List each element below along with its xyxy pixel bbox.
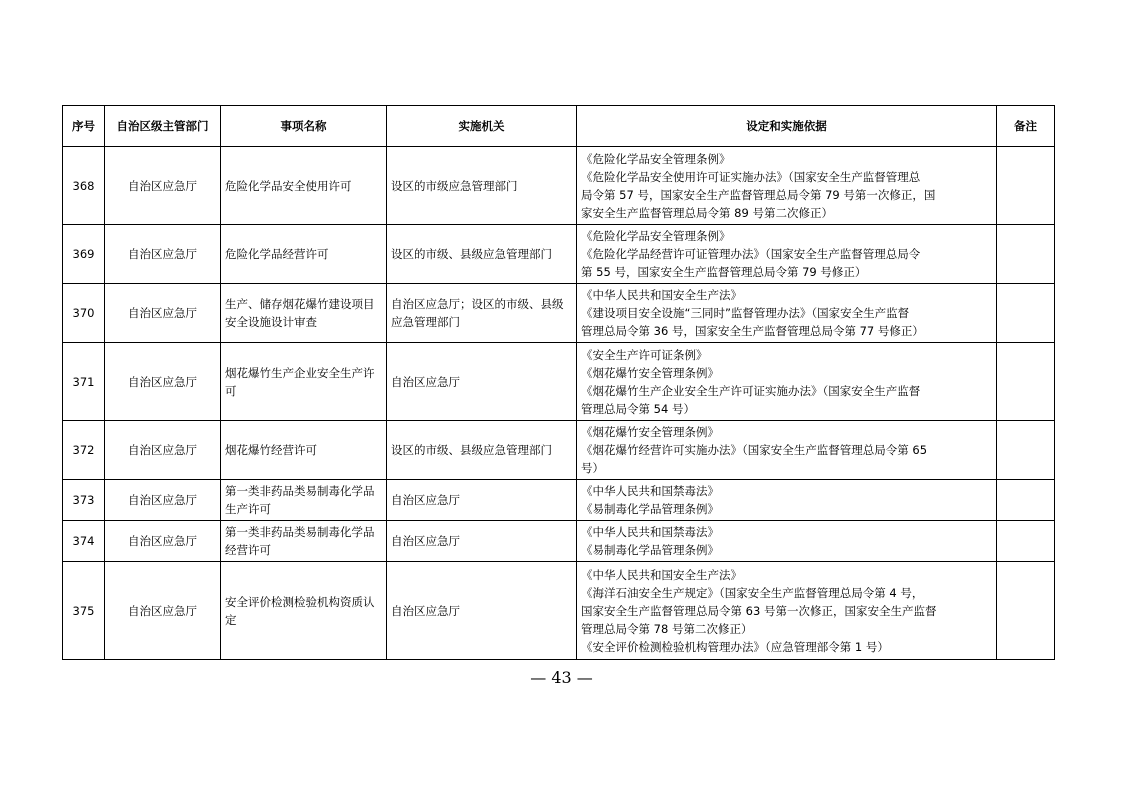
header-agency: 实施机关 — [387, 106, 577, 147]
basis-line: 《中华人民共和国安全生产法》 — [581, 567, 742, 582]
approval-items-table — [62, 105, 1055, 660]
page-number: — 43 — — [530, 668, 593, 687]
row-item-name: 第一类非药品类易制毒化学品经营许可 — [221, 521, 387, 562]
table-row — [63, 147, 1055, 225]
row-note — [997, 562, 1055, 660]
row-basis — [577, 480, 997, 521]
row-department: 自治区应急厅 — [105, 521, 221, 562]
row-basis — [577, 147, 997, 225]
row-basis — [577, 562, 997, 660]
basis-line: 《危险化学品安全管理条例》 — [581, 229, 731, 243]
basis-line: 国家安全生产监督管理总局令第 63 号第一次修正，国家安全生产监督 — [581, 603, 937, 618]
row-agency: 自治区应急厅；设区的市级、县级应急管理部门 — [387, 284, 577, 343]
row-note — [997, 343, 1055, 421]
row-item-name: 烟花爆竹生产企业安全生产许可 — [221, 343, 387, 421]
basis-line: 《危险化学品安全使用许可证实施办法》（国家安全生产监督管理总 — [581, 169, 921, 184]
row-note — [997, 147, 1055, 225]
table-row — [63, 225, 1055, 284]
basis-line: 《中华人民共和国安全生产法》 — [581, 288, 742, 302]
basis-line: 《中华人民共和国禁毒法》 — [581, 525, 719, 539]
basis-line: 管理总局令第 78 号第二次修正） — [581, 621, 753, 636]
row-department: 自治区应急厅 — [105, 225, 221, 284]
table-row — [63, 521, 1055, 562]
table-row — [63, 343, 1055, 421]
table-row — [63, 421, 1055, 480]
table-body — [63, 147, 1055, 660]
basis-line: 《建设项目安全设施“三同时”监督管理办法》（国家安全生产监督 — [581, 306, 910, 320]
row-department: 自治区应急厅 — [105, 480, 221, 521]
basis-line: 号） — [581, 461, 604, 475]
basis-line: 《危险化学品经营许可证管理办法》（国家安全生产监督管理总局令 — [581, 247, 921, 261]
row-item-name: 第一类非药品类易制毒化学品生产许可 — [221, 480, 387, 521]
header-note: 备注 — [997, 106, 1055, 147]
table-row — [63, 284, 1055, 343]
row-department: 自治区应急厅 — [105, 343, 221, 421]
row-number: 371 — [63, 343, 105, 421]
row-department: 自治区应急厅 — [105, 421, 221, 480]
row-item-name: 危险化学品安全使用许可 — [221, 147, 387, 225]
basis-line: 《中华人民共和国禁毒法》 — [581, 484, 719, 498]
row-department: 自治区应急厅 — [105, 284, 221, 343]
basis-line: 管理总局令第 54 号） — [581, 401, 695, 416]
row-number: 370 — [63, 284, 105, 343]
row-basis — [577, 284, 997, 343]
table-header-row — [63, 106, 1055, 147]
row-note — [997, 480, 1055, 521]
row-item-name: 烟花爆竹经营许可 — [221, 421, 387, 480]
row-item-name: 安全评价检测检验机构资质认定 — [221, 562, 387, 660]
basis-line: 《安全生产许可证条例》 — [581, 347, 708, 362]
basis-line: 家安全生产监督管理总局令第 89 号第二次修正） — [581, 205, 833, 220]
header-num: 序号 — [63, 106, 105, 147]
basis-line: 《烟花爆竹安全管理条例》 — [581, 425, 719, 439]
row-basis — [577, 225, 997, 284]
row-agency: 设区的市级应急管理部门 — [387, 147, 577, 225]
row-agency: 自治区应急厅 — [387, 562, 577, 660]
row-note — [997, 284, 1055, 343]
basis-line: 《易制毒化学品管理条例》 — [581, 543, 719, 557]
row-department: 自治区应急厅 — [105, 147, 221, 225]
row-note — [997, 521, 1055, 562]
row-number: 369 — [63, 225, 105, 284]
row-department: 自治区应急厅 — [105, 562, 221, 660]
row-number: 374 — [63, 521, 105, 562]
row-note — [997, 421, 1055, 480]
row-number: 373 — [63, 480, 105, 521]
header-dept: 自治区级主管部门 — [105, 106, 221, 147]
row-agency: 自治区应急厅 — [387, 480, 577, 521]
row-agency: 设区的市级、县级应急管理部门 — [387, 225, 577, 284]
row-number: 372 — [63, 421, 105, 480]
row-agency: 自治区应急厅 — [387, 343, 577, 421]
basis-line: 《烟花爆竹生产企业安全生产许可证实施办法》（国家安全生产监督 — [581, 383, 921, 398]
basis-line: 《安全评价检测检验机构管理办法》（应急管理部令第 1 号） — [581, 639, 889, 654]
header-basis: 设定和实施依据 — [577, 106, 997, 147]
table-row — [63, 480, 1055, 521]
basis-line: 《海洋石油安全生产规定》（国家安全生产监督管理总局令第 4 号， — [581, 585, 924, 600]
basis-line: 《烟花爆竹经营许可实施办法》（国家安全生产监督管理总局令第 65 — [581, 443, 928, 457]
basis-line: 《烟花爆竹安全管理条例》 — [581, 365, 719, 380]
basis-line: 《危险化学品安全管理条例》 — [581, 151, 731, 166]
row-item-name: 危险化学品经营许可 — [221, 225, 387, 284]
basis-line: 《易制毒化学品管理条例》 — [581, 502, 719, 516]
row-basis — [577, 343, 997, 421]
row-note — [997, 225, 1055, 284]
basis-line: 第 55 号，国家安全生产监督管理总局令第 79 号修正） — [581, 265, 867, 279]
header-name: 事项名称 — [221, 106, 387, 147]
row-number: 368 — [63, 147, 105, 225]
row-item-name: 生产、储存烟花爆竹建设项目安全设施设计审查 — [221, 284, 387, 343]
row-agency: 设区的市级、县级应急管理部门 — [387, 421, 577, 480]
row-basis — [577, 521, 997, 562]
table-row — [63, 562, 1055, 660]
row-basis — [577, 421, 997, 480]
row-number: 375 — [63, 562, 105, 660]
basis-line: 管理总局令第 36 号，国家安全生产监督管理总局令第 77 号修正） — [581, 324, 924, 338]
basis-line: 局令第 57 号，国家安全生产监督管理总局令第 79 号第一次修正，国 — [581, 187, 936, 202]
row-agency: 自治区应急厅 — [387, 521, 577, 562]
